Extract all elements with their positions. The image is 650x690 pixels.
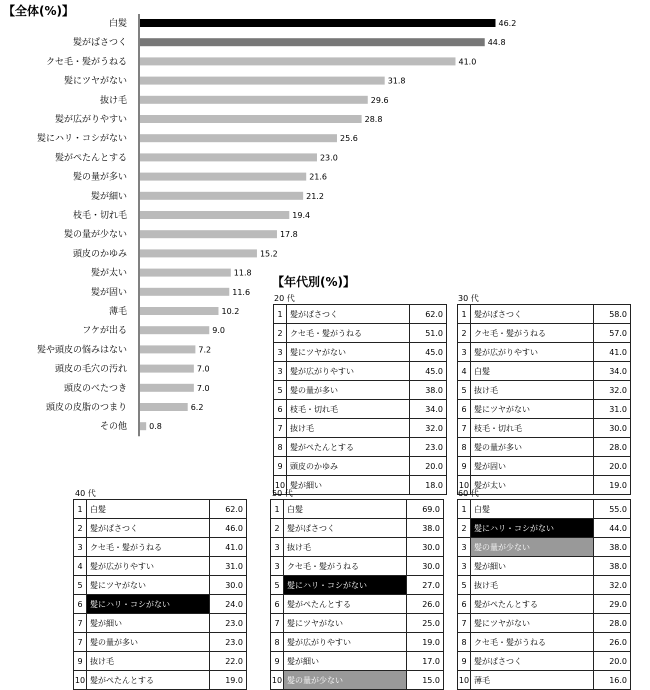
item-cell: 髪がぺたんとする <box>287 438 410 457</box>
table-row <box>274 438 447 457</box>
rank-cell: 10 <box>458 671 471 690</box>
value-cell: 18.0 <box>410 476 447 495</box>
rank-cell: 8 <box>274 438 287 457</box>
item-cell: 髪にツヤがない <box>287 343 410 362</box>
item-cell: 髪がぺたんとする <box>87 671 210 690</box>
value-cell: 16.0 <box>594 671 631 690</box>
item-cell: 髪にツヤがない <box>471 400 594 419</box>
value-cell: 20.0 <box>594 457 631 476</box>
rank-cell: 6 <box>458 595 471 614</box>
value-cell: 32.0 <box>410 419 447 438</box>
rank-cell: 7 <box>458 419 471 438</box>
bar <box>140 269 231 277</box>
item-cell: 髪がぱさつく <box>471 652 594 671</box>
item-cell: 白髪 <box>87 500 210 519</box>
ranking-table-50s <box>270 499 444 690</box>
item-cell: 髪にツヤがない <box>471 614 594 633</box>
chart-title: 【全体(%)】 <box>3 4 74 18</box>
item-cell: 薄毛 <box>471 671 594 690</box>
category-label: 頭皮の皮脂のつまり <box>45 403 127 413</box>
value-cell: 51.0 <box>410 324 447 343</box>
category-label: クセ毛・髪がうねる <box>45 57 127 68</box>
value-cell: 25.0 <box>407 614 444 633</box>
rank-cell: 9 <box>271 652 284 671</box>
rank-cell: 4 <box>74 557 87 576</box>
table-row <box>458 614 631 633</box>
category-label: 髪にハリ・コシがない <box>36 134 127 145</box>
category-label: 薄毛 <box>108 307 127 317</box>
table-row <box>74 500 247 519</box>
rank-cell: 5 <box>274 381 287 400</box>
item-cell: 髪がぱさつく <box>87 519 210 538</box>
value-label: 19.4 <box>292 211 311 220</box>
value-label: 7.2 <box>198 345 212 355</box>
rank-cell: 9 <box>74 652 87 671</box>
value-label: 7.0 <box>196 364 210 374</box>
table-row <box>74 614 247 633</box>
table-row <box>271 595 444 614</box>
value-cell: 30.0 <box>210 576 247 595</box>
value-cell: 29.0 <box>594 595 631 614</box>
item-cell: 抜け毛 <box>471 576 594 595</box>
item-cell: 頭皮のかゆみ <box>287 457 410 476</box>
rank-cell: 7 <box>458 614 471 633</box>
value-cell: 38.0 <box>594 538 631 557</box>
table-row <box>271 633 444 652</box>
rank-cell: 3 <box>274 362 287 381</box>
value-cell: 19.0 <box>594 476 631 495</box>
bar <box>140 153 317 161</box>
rank-cell: 4 <box>458 362 471 381</box>
value-label: 11.6 <box>232 287 251 297</box>
rank-cell: 2 <box>74 519 87 538</box>
rank-cell: 10 <box>271 671 284 690</box>
rank-cell: 2 <box>458 324 471 343</box>
age-label-40s: 40 代 <box>75 489 96 498</box>
item-cell: 抜け毛 <box>284 538 407 557</box>
value-cell: 41.0 <box>594 343 631 362</box>
bar <box>140 96 368 104</box>
table-row <box>274 419 447 438</box>
category-label: その他 <box>99 422 127 433</box>
table-row <box>458 633 631 652</box>
value-label: 6.2 <box>190 403 204 412</box>
table-row <box>271 652 444 671</box>
rank-cell: 9 <box>274 457 287 476</box>
table-row <box>271 614 444 633</box>
item-cell: 髪にハリ・コシがない <box>284 576 407 595</box>
value-cell: 26.0 <box>407 595 444 614</box>
item-cell: 抜け毛 <box>87 652 210 671</box>
table-row <box>458 362 631 381</box>
rank-cell: 9 <box>458 652 471 671</box>
table-row <box>458 652 631 671</box>
rank-cell: 1 <box>271 500 284 519</box>
table-row <box>458 519 631 538</box>
table-row <box>74 557 247 576</box>
table-row <box>274 343 447 362</box>
rank-cell: 7 <box>74 633 87 652</box>
item-cell: 枝毛・切れ毛 <box>471 419 594 438</box>
value-cell: 31.0 <box>594 400 631 419</box>
item-cell: 髪にハリ・コシがない <box>87 595 210 614</box>
category-label: 髪にツヤがない <box>63 76 127 87</box>
value-label: 28.8 <box>364 115 383 124</box>
item-cell: 髪がぺたんとする <box>471 595 594 614</box>
rank-cell: 10 <box>74 671 87 690</box>
value-cell: 26.0 <box>594 633 631 652</box>
value-cell: 62.0 <box>410 305 447 324</box>
table-row <box>274 381 447 400</box>
item-cell: 髪の量が多い <box>471 438 594 457</box>
table-row <box>458 557 631 576</box>
table-row <box>458 343 631 362</box>
item-cell: 髪が固い <box>471 457 594 476</box>
rank-cell: 2 <box>458 519 471 538</box>
rank-cell: 5 <box>458 381 471 400</box>
value-label: 46.2 <box>498 19 517 28</box>
item-cell: 髪の量が多い <box>287 381 410 400</box>
item-cell: 白髪 <box>471 500 594 519</box>
rank-cell: 6 <box>458 400 471 419</box>
category-label: フケが出る <box>82 326 127 337</box>
category-label: 髪がぺたんとする <box>54 153 127 164</box>
item-cell: 髪が細い <box>287 476 410 495</box>
value-label: 41.0 <box>458 57 477 67</box>
item-cell: 髪が細い <box>284 652 407 671</box>
rank-cell: 8 <box>458 633 471 652</box>
category-label: 髪の量が少ない <box>63 230 127 241</box>
value-label: 21.6 <box>309 172 328 182</box>
table-row <box>458 305 631 324</box>
value-label: 10.2 <box>221 307 240 316</box>
item-cell: クセ毛・髪がうねる <box>287 324 410 343</box>
rank-cell: 1 <box>458 305 471 324</box>
category-label: 枝毛・切れ毛 <box>72 211 127 221</box>
rank-cell: 5 <box>458 576 471 595</box>
table-row <box>74 538 247 557</box>
rank-cell: 8 <box>271 633 284 652</box>
item-cell: 髪が細い <box>471 557 594 576</box>
item-cell: クセ毛・髪がうねる <box>284 557 407 576</box>
bar <box>140 173 306 181</box>
age-section-title: 【年代別(%)】 <box>272 275 355 289</box>
value-label: 23.0 <box>319 153 338 163</box>
bar <box>140 307 218 315</box>
value-cell: 23.0 <box>410 438 447 457</box>
value-cell: 27.0 <box>407 576 444 595</box>
value-cell: 20.0 <box>410 457 447 476</box>
bar <box>140 230 277 238</box>
value-cell: 31.0 <box>210 557 247 576</box>
item-cell: クセ毛・髪がうねる <box>471 633 594 652</box>
value-cell: 62.0 <box>210 500 247 519</box>
rank-cell: 10 <box>458 476 471 495</box>
table-row <box>458 576 631 595</box>
bar <box>140 134 337 142</box>
item-cell: 髪にツヤがない <box>87 576 210 595</box>
bar <box>140 384 194 392</box>
bar <box>140 211 289 219</box>
value-cell: 15.0 <box>407 671 444 690</box>
table-row <box>274 457 447 476</box>
item-cell: 抜け毛 <box>471 381 594 400</box>
category-label: 髪が広がりやすい <box>54 115 127 125</box>
item-cell: 白髪 <box>284 500 407 519</box>
rank-cell: 2 <box>274 324 287 343</box>
value-label: 31.8 <box>387 76 406 86</box>
value-label: 21.2 <box>306 191 324 201</box>
item-cell: 髪がぺたんとする <box>284 595 407 614</box>
table-row <box>74 671 247 690</box>
age-label-30s: 30 代 <box>458 294 479 303</box>
age-label-20s: 20 代 <box>274 294 295 303</box>
value-cell: 38.0 <box>594 557 631 576</box>
rank-cell: 1 <box>458 500 471 519</box>
item-cell: 髪の量が少ない <box>284 671 407 690</box>
rank-cell: 3 <box>458 538 471 557</box>
bar <box>140 57 455 65</box>
table-row <box>458 500 631 519</box>
rank-cell: 3 <box>271 557 284 576</box>
value-cell: 19.0 <box>407 633 444 652</box>
value-cell: 34.0 <box>410 400 447 419</box>
age-label-50s: 50 代 <box>272 489 293 498</box>
table-row <box>74 519 247 538</box>
table-row <box>274 362 447 381</box>
item-cell: 髪がぱさつく <box>287 305 410 324</box>
bar <box>140 326 209 334</box>
bar <box>140 192 303 200</box>
rank-cell: 3 <box>274 343 287 362</box>
category-label: 抜け毛 <box>99 95 127 106</box>
value-cell: 69.0 <box>407 500 444 519</box>
value-label: 15.2 <box>259 249 278 259</box>
value-label: 11.8 <box>233 268 252 278</box>
age-label-60s: 60 代 <box>458 489 479 498</box>
rank-cell: 7 <box>74 614 87 633</box>
value-cell: 30.0 <box>407 538 444 557</box>
value-cell: 38.0 <box>407 519 444 538</box>
bar <box>140 365 194 373</box>
bar <box>140 345 195 353</box>
table-row <box>458 324 631 343</box>
category-label: 髪が太い <box>90 268 127 279</box>
rank-cell: 6 <box>274 400 287 419</box>
value-label: 9.0 <box>212 326 225 336</box>
value-cell: 38.0 <box>410 381 447 400</box>
rank-cell: 9 <box>458 457 471 476</box>
table-row <box>458 438 631 457</box>
category-label: 白髪 <box>108 19 127 29</box>
item-cell: 髪が広がりやすい <box>471 343 594 362</box>
category-label: 髪が固い <box>90 287 127 298</box>
table-row <box>74 576 247 595</box>
category-label: 髪が細い <box>90 191 127 202</box>
table-row <box>271 576 444 595</box>
value-cell: 44.0 <box>594 519 631 538</box>
rank-cell: 7 <box>271 614 284 633</box>
bar <box>140 115 362 123</box>
rank-cell: 3 <box>74 538 87 557</box>
category-label: 髪や頭皮の悩みはない <box>36 345 127 356</box>
ranking-table-40s <box>73 499 247 690</box>
table-row <box>458 595 631 614</box>
value-label: 29.6 <box>370 95 389 105</box>
value-label: 7.0 <box>196 383 210 393</box>
value-cell: 57.0 <box>594 324 631 343</box>
value-cell: 24.0 <box>210 595 247 614</box>
table-row <box>274 305 447 324</box>
item-cell: 髪にツヤがない <box>284 614 407 633</box>
item-cell: 髪が広がりやすい <box>284 633 407 652</box>
value-cell: 58.0 <box>594 305 631 324</box>
item-cell: 髪がぱさつく <box>471 305 594 324</box>
category-label: 頭皮のかゆみ <box>72 249 127 260</box>
rank-cell: 5 <box>271 576 284 595</box>
table-row <box>274 476 447 495</box>
bar <box>140 403 188 411</box>
rank-cell: 10 <box>274 476 287 495</box>
bar <box>140 422 146 430</box>
item-cell: 髪が太い <box>471 476 594 495</box>
value-cell: 28.0 <box>594 614 631 633</box>
value-label: 0.8 <box>149 422 162 432</box>
rank-cell: 8 <box>458 438 471 457</box>
table-row <box>271 519 444 538</box>
value-label: 25.6 <box>339 134 358 144</box>
item-cell: 髪の量が少ない <box>471 538 594 557</box>
item-cell: 髪が広がりやすい <box>287 362 410 381</box>
table-row <box>458 419 631 438</box>
bar <box>140 19 496 27</box>
table-row <box>271 500 444 519</box>
value-cell: 45.0 <box>410 362 447 381</box>
value-cell: 41.0 <box>210 538 247 557</box>
bar <box>140 77 385 85</box>
value-cell: 32.0 <box>594 576 631 595</box>
table-row <box>458 476 631 495</box>
category-label: 髪がぱさつく <box>72 38 127 49</box>
value-cell: 23.0 <box>210 633 247 652</box>
ranking-table-30s <box>457 304 631 495</box>
ranking-table-20s <box>273 304 447 495</box>
value-cell: 45.0 <box>410 343 447 362</box>
rank-cell: 6 <box>74 595 87 614</box>
item-cell: クセ毛・髪がうねる <box>471 324 594 343</box>
value-cell: 34.0 <box>594 362 631 381</box>
table-row <box>458 671 631 690</box>
table-row <box>74 595 247 614</box>
value-cell: 30.0 <box>407 557 444 576</box>
rank-cell: 6 <box>271 595 284 614</box>
table-row <box>458 457 631 476</box>
value-cell: 20.0 <box>594 652 631 671</box>
item-cell: クセ毛・髪がうねる <box>87 538 210 557</box>
value-cell: 55.0 <box>594 500 631 519</box>
value-cell: 30.0 <box>594 419 631 438</box>
value-cell: 46.0 <box>210 519 247 538</box>
item-cell: 髪がぱさつく <box>284 519 407 538</box>
item-cell: 白髪 <box>471 362 594 381</box>
value-cell: 19.0 <box>210 671 247 690</box>
table-row <box>458 400 631 419</box>
item-cell: 髪が細い <box>87 614 210 633</box>
table-row <box>271 538 444 557</box>
rank-cell: 2 <box>271 519 284 538</box>
value-cell: 23.0 <box>210 614 247 633</box>
table-row <box>74 633 247 652</box>
rank-cell: 3 <box>271 538 284 557</box>
item-cell: 髪が広がりやすい <box>87 557 210 576</box>
category-label: 頭皮のべたつき <box>63 383 127 394</box>
value-cell: 28.0 <box>594 438 631 457</box>
category-label: 髪の量が多い <box>72 172 127 183</box>
table-row <box>74 652 247 671</box>
rank-cell: 7 <box>274 419 287 438</box>
category-label: 頭皮の毛穴の汚れ <box>54 364 127 375</box>
item-cell: 髪にハリ・コシがない <box>471 519 594 538</box>
bar <box>140 249 257 257</box>
value-label: 17.8 <box>279 230 298 240</box>
rank-cell: 1 <box>74 500 87 519</box>
rank-cell: 3 <box>458 557 471 576</box>
table-row <box>271 557 444 576</box>
value-cell: 22.0 <box>210 652 247 671</box>
value-cell: 32.0 <box>594 381 631 400</box>
value-label: 44.8 <box>487 38 506 48</box>
table-row <box>458 381 631 400</box>
rank-cell: 5 <box>74 576 87 595</box>
bar <box>140 38 485 46</box>
ranking-table-60s <box>457 499 631 690</box>
rank-cell: 3 <box>458 343 471 362</box>
rank-cell: 1 <box>274 305 287 324</box>
bar <box>140 288 229 296</box>
value-cell: 17.0 <box>407 652 444 671</box>
table-row <box>274 324 447 343</box>
item-cell: 髪の量が多い <box>87 633 210 652</box>
table-row <box>271 671 444 690</box>
item-cell: 抜け毛 <box>287 419 410 438</box>
table-row <box>274 400 447 419</box>
item-cell: 枝毛・切れ毛 <box>287 400 410 419</box>
table-row <box>458 538 631 557</box>
